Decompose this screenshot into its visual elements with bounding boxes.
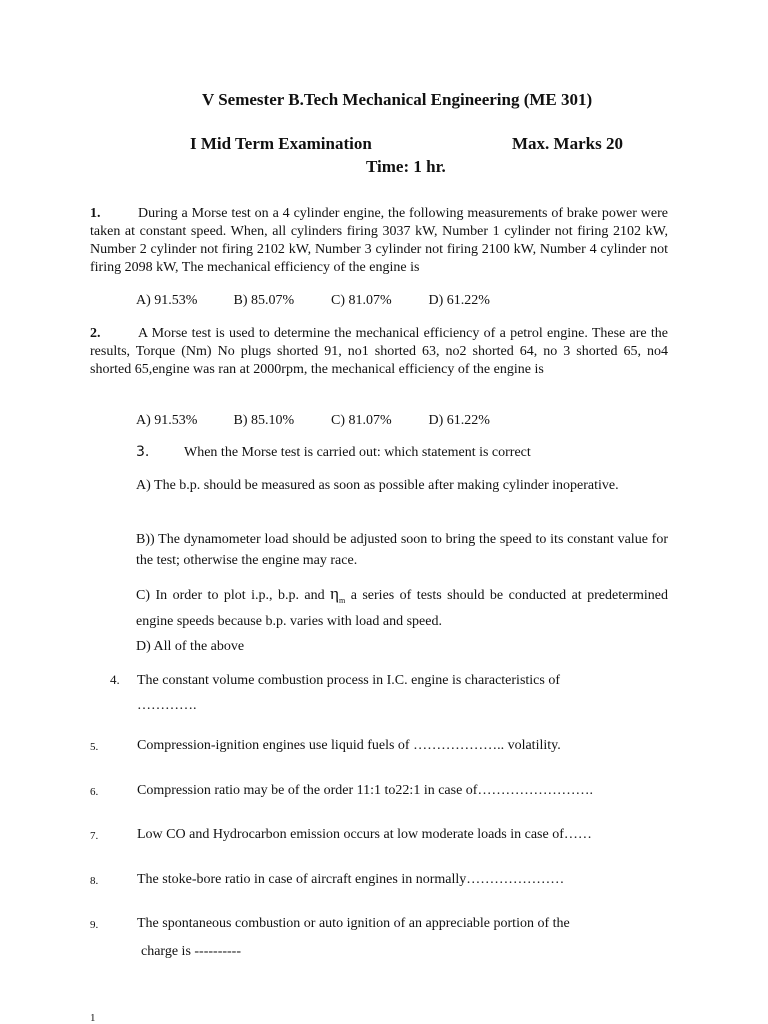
question-text: A Morse test is used to determine the mechanical efficiency of a petrol engine. These are the results, Torque (Nm) No plugs shorted 91, no1 shorted 63, no2 shorted 64, no 3 shorted 65, no4 shorted 65,engine was ran at 2000rpm, the mechanical efficiency of the engine is: [90, 326, 668, 377]
question-9-text-cont: charge is ----------: [141, 944, 242, 959]
option-d: D) 61.22%: [428, 293, 490, 308]
question-text: When the Morse test is carried out: which statement is correct: [184, 445, 531, 460]
exam-title: V Semester B.Tech Mechanical Engineering (ME 301): [202, 90, 593, 109]
page-number: 1: [90, 1012, 96, 1024]
eta-symbol: η: [330, 584, 339, 603]
question-9-number: 9.: [90, 919, 99, 931]
question-3-option-a: A) The b.p. should be measured as soon as possible after making cylinder inoperative.: [136, 478, 619, 493]
question-number: 2.: [90, 326, 101, 341]
question-7-text: Low CO and Hydrocarbon emission occurs at low moderate loads in case of……: [137, 827, 592, 842]
option-b: B) 85.07%: [233, 293, 295, 308]
option-c: C) 81.07%: [331, 413, 392, 428]
question-5-text: Compression-ignition engines use liquid fuels of ……………….. volatility.: [137, 738, 561, 753]
question-3-option-c: C) In order to plot i.p., b.p. and $\eta_m$ a series of tests should be conducted at predetermined engine speeds because b.p. varies with load and speed.: [136, 584, 668, 629]
question-8-number: 8.: [90, 875, 99, 887]
option-b: B) 85.10%: [233, 413, 295, 428]
option-d: D) 61.22%: [428, 413, 490, 428]
question-number: 1.: [90, 206, 101, 221]
question-3-option-d: D) All of the above: [136, 639, 245, 654]
question-text: The constant volume combustion process in I.C. engine is characteristics of: [137, 673, 561, 688]
question-3: [136, 443, 676, 462]
exam-name: I Mid Term Examination: [190, 134, 372, 153]
question-6-number: 6.: [90, 786, 99, 798]
eta-subscript: m: [339, 595, 346, 605]
question-2: [90, 325, 668, 379]
option-a: A) 91.53%: [136, 413, 198, 428]
question-number: 3.: [136, 444, 150, 460]
question-3-option-b: B)) The dynamometer load should be adjusted soon to bring the speed to its constant value for the test; otherwise the engine may race.: [136, 532, 668, 568]
question-5-number: 5.: [90, 741, 99, 753]
question-text: During a Morse test on a 4 cylinder engine, the following measurements of brake power were taken at constant speed. When, all cylinders firing 3037 kW, Number 1 cylinder not firing 2102 kW, Number 2 cylinder not firing 2102 kW, Number 3 cylinder not firing 2100 kW, Number 4 cylinder not firing 2098 kW, The mechanical efficiency of the engine is: [90, 206, 668, 275]
exam-time: Time: 1 hr.: [366, 157, 446, 176]
question-1-options: [136, 292, 490, 310]
question-4: [110, 671, 670, 690]
question-number: 4.: [110, 672, 120, 687]
question-8-text: The stoke-bore ratio in case of aircraft engines in normally…………………: [137, 872, 565, 887]
option-c: C) 81.07%: [331, 293, 392, 308]
question-4-blank: ………….: [137, 698, 197, 713]
question-7-number: 7.: [90, 830, 99, 842]
question-9-text: The spontaneous combustion or auto ignition of an appreciable portion of the: [137, 916, 570, 931]
question-2-options: [136, 412, 490, 430]
option-a: A) 91.53%: [136, 293, 198, 308]
question-6-text: Compression ratio may be of the order 11:1 to22:1 in case of…………………….: [137, 783, 593, 798]
max-marks: Max. Marks 20: [512, 134, 623, 153]
question-1: [90, 205, 668, 277]
